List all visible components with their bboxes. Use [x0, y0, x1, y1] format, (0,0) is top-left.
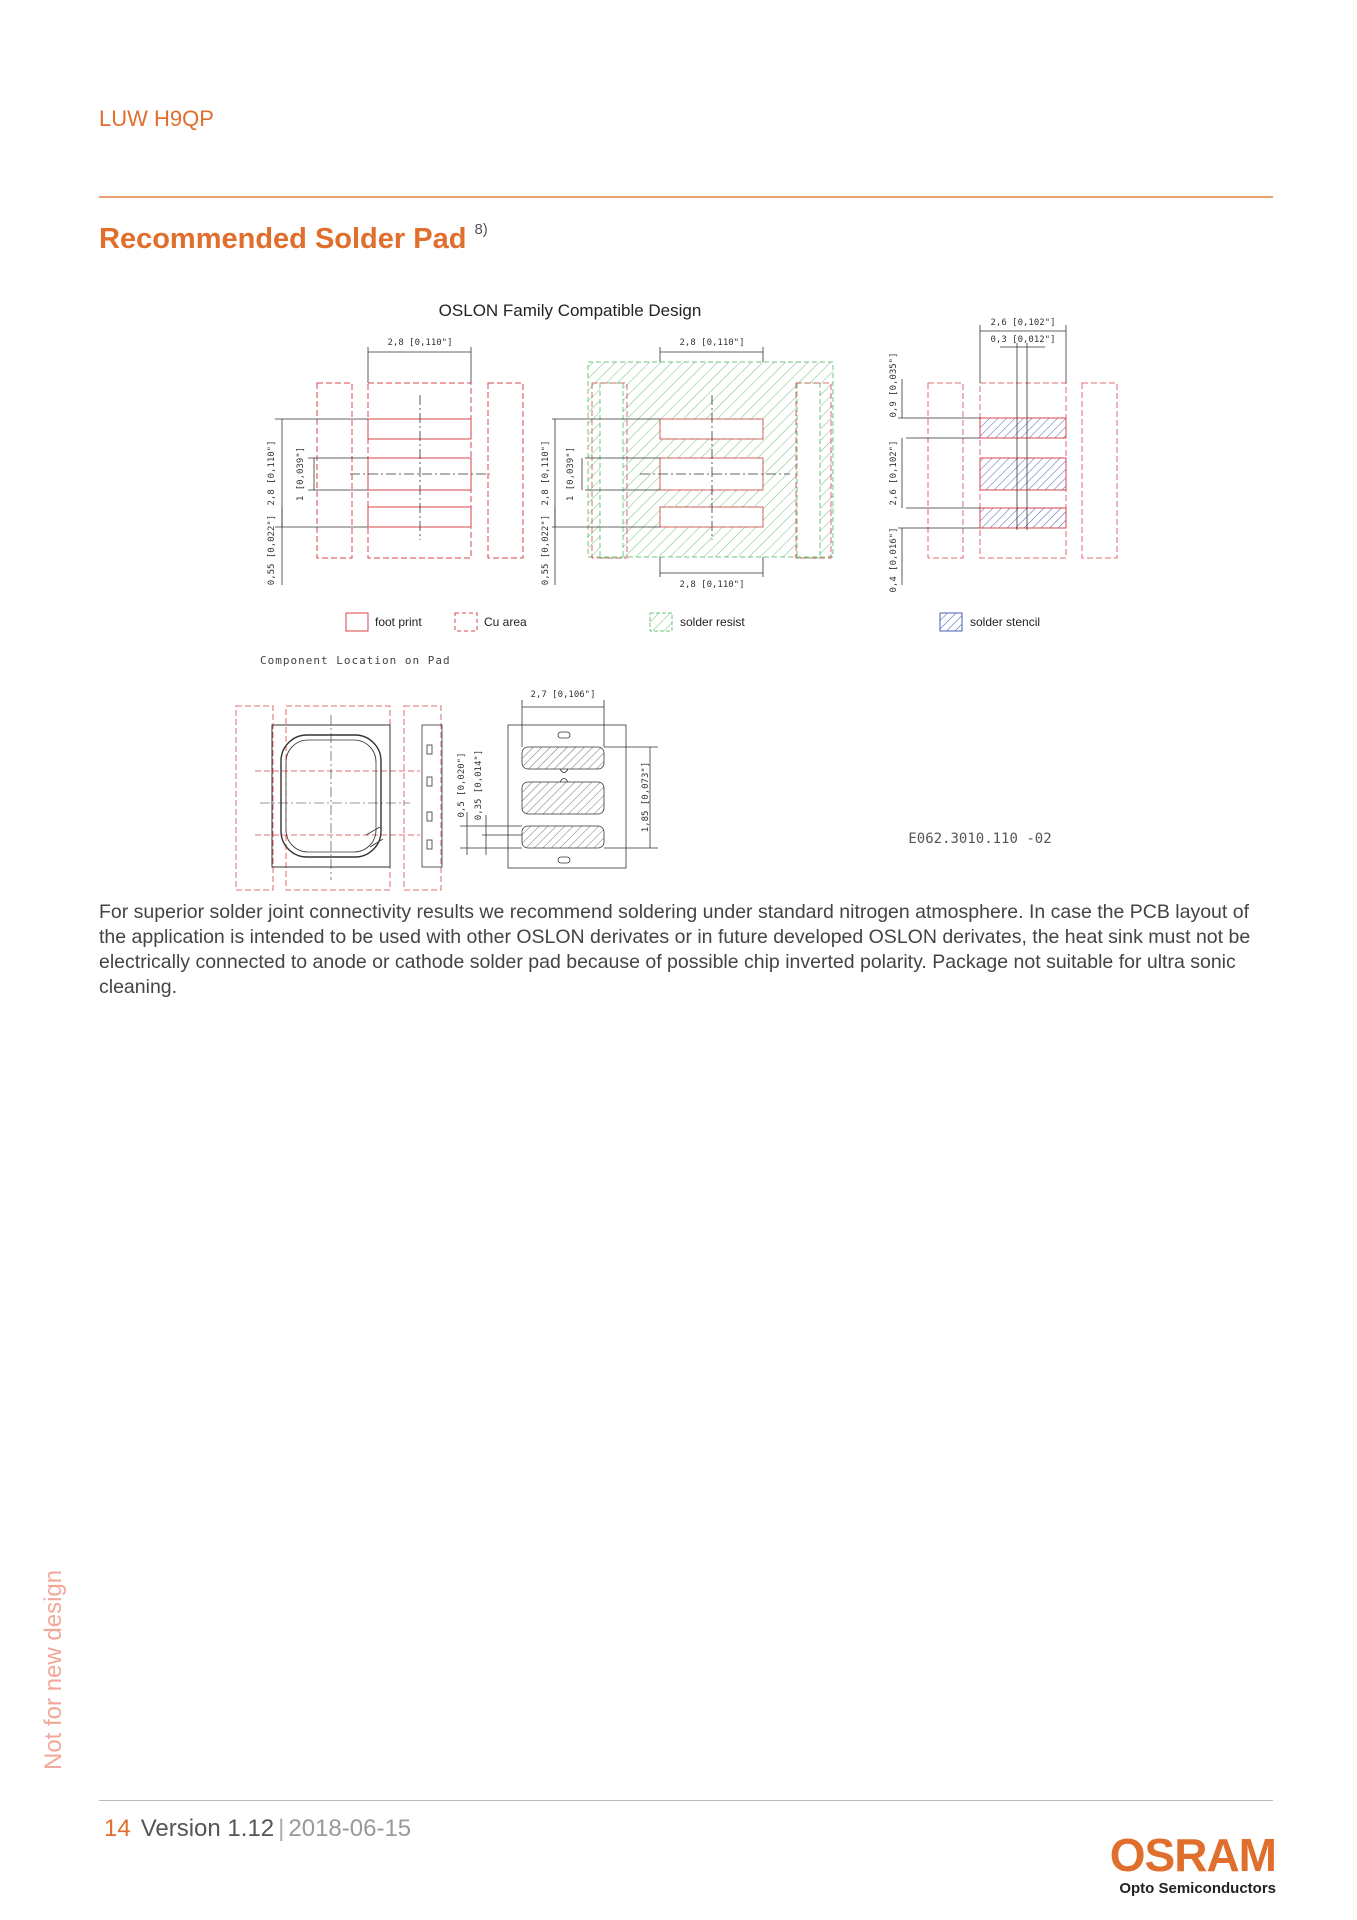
- drawing-legend: [346, 613, 1040, 631]
- dim-right-top: 0,9 [0,035"]: [889, 352, 899, 418]
- dim-mid-height: 2,8 [0,110"]: [541, 440, 551, 506]
- dim-mid-pad: 0,55 [0,022"]: [541, 514, 551, 586]
- dim-mid-bottom-width: 2,8 [0,110"]: [679, 580, 745, 590]
- dim-left-pad: 0,55 [0,022"]: [267, 514, 277, 586]
- dim-left-center: 1 [0,039"]: [296, 446, 306, 502]
- dim-left-height: 2,8 [0,110"]: [267, 440, 277, 506]
- version: Version 1.12: [140, 1815, 275, 1842]
- dim-left-width: 2,8 [0,110"]: [387, 338, 453, 348]
- component-caption: Component Location on Pad: [260, 654, 451, 667]
- legend-footprint-label: foot print: [375, 615, 422, 629]
- header-divider: [99, 196, 1273, 198]
- legend-cu-area-swatch: [455, 613, 477, 631]
- watermark: Not for new design: [40, 1569, 67, 1770]
- legend-stencil-label: solder stencil: [970, 615, 1041, 629]
- section-title-text: Recommended Solder Pad: [99, 223, 467, 255]
- drawing-title: OSLON Family Compatible Design: [438, 301, 702, 320]
- logo-subtitle: Opto Semiconductors: [1119, 1880, 1276, 1897]
- component-side-view: [422, 725, 442, 867]
- dim-right-height: 2,6 [0,102"]: [889, 440, 899, 506]
- dim-right-width: 2,6 [0,102"]: [990, 318, 1056, 328]
- footnote-marker: 8): [474, 221, 488, 238]
- legend-resist-swatch: [650, 613, 672, 631]
- product-name: LUW H9QP: [99, 106, 214, 131]
- component-top-view: [236, 706, 441, 890]
- dim-right-gap: 0,3 [0,012"]: [990, 335, 1056, 345]
- dim-mid-center: 1 [0,039"]: [566, 446, 576, 502]
- footer: [104, 1815, 411, 1843]
- dim-comp-width: 2,7 [0,106"]: [530, 690, 596, 700]
- legend-stencil-swatch: [940, 613, 962, 631]
- dim-comp-c: 1,85 [0,073"]: [641, 761, 651, 833]
- solder-resist-layout: [588, 362, 833, 558]
- footer-date: 2018-06-15: [288, 1815, 412, 1842]
- dim-mid-width: 2,8 [0,110"]: [679, 338, 745, 348]
- component-pad-view: [508, 725, 626, 868]
- legend-resist-label: solder resist: [680, 615, 745, 629]
- solder-stencil-layout: [928, 383, 1117, 558]
- dim-comp-b: 0,35 [0,014"]: [474, 749, 484, 821]
- logo-wordmark: OSRAM: [1109, 1829, 1276, 1881]
- footer-separator: |: [278, 1815, 285, 1842]
- dim-right-pad: 0,4 [0,016"]: [889, 527, 899, 593]
- footer-divider: [99, 1800, 1273, 1801]
- drawing-number: E062.3010.110 -02: [908, 831, 1052, 847]
- body-paragraph: For superior solder joint connectivity results we recommend soldering under standard nitrogen atmosphere. In case the PCB layout of the application is intended to be used with other OSLON derivates or in future developed OSLON derivates, the heat sink must not be electrically connected to anode or cathode solder pad because of possible chip inverted polarity. Package not suitable for ultra sonic cleaning.: [99, 901, 1251, 998]
- section-title: [99, 223, 488, 256]
- page-number: 14: [104, 1815, 131, 1842]
- dim-comp-a: 0,5 [0,020"]: [457, 752, 467, 818]
- legend-footprint-swatch: [346, 613, 368, 631]
- legend-cu-area-label: Cu area: [484, 615, 527, 629]
- solder-pad-drawing: [230, 295, 1170, 895]
- osram-logo: [1098, 1829, 1276, 1897]
